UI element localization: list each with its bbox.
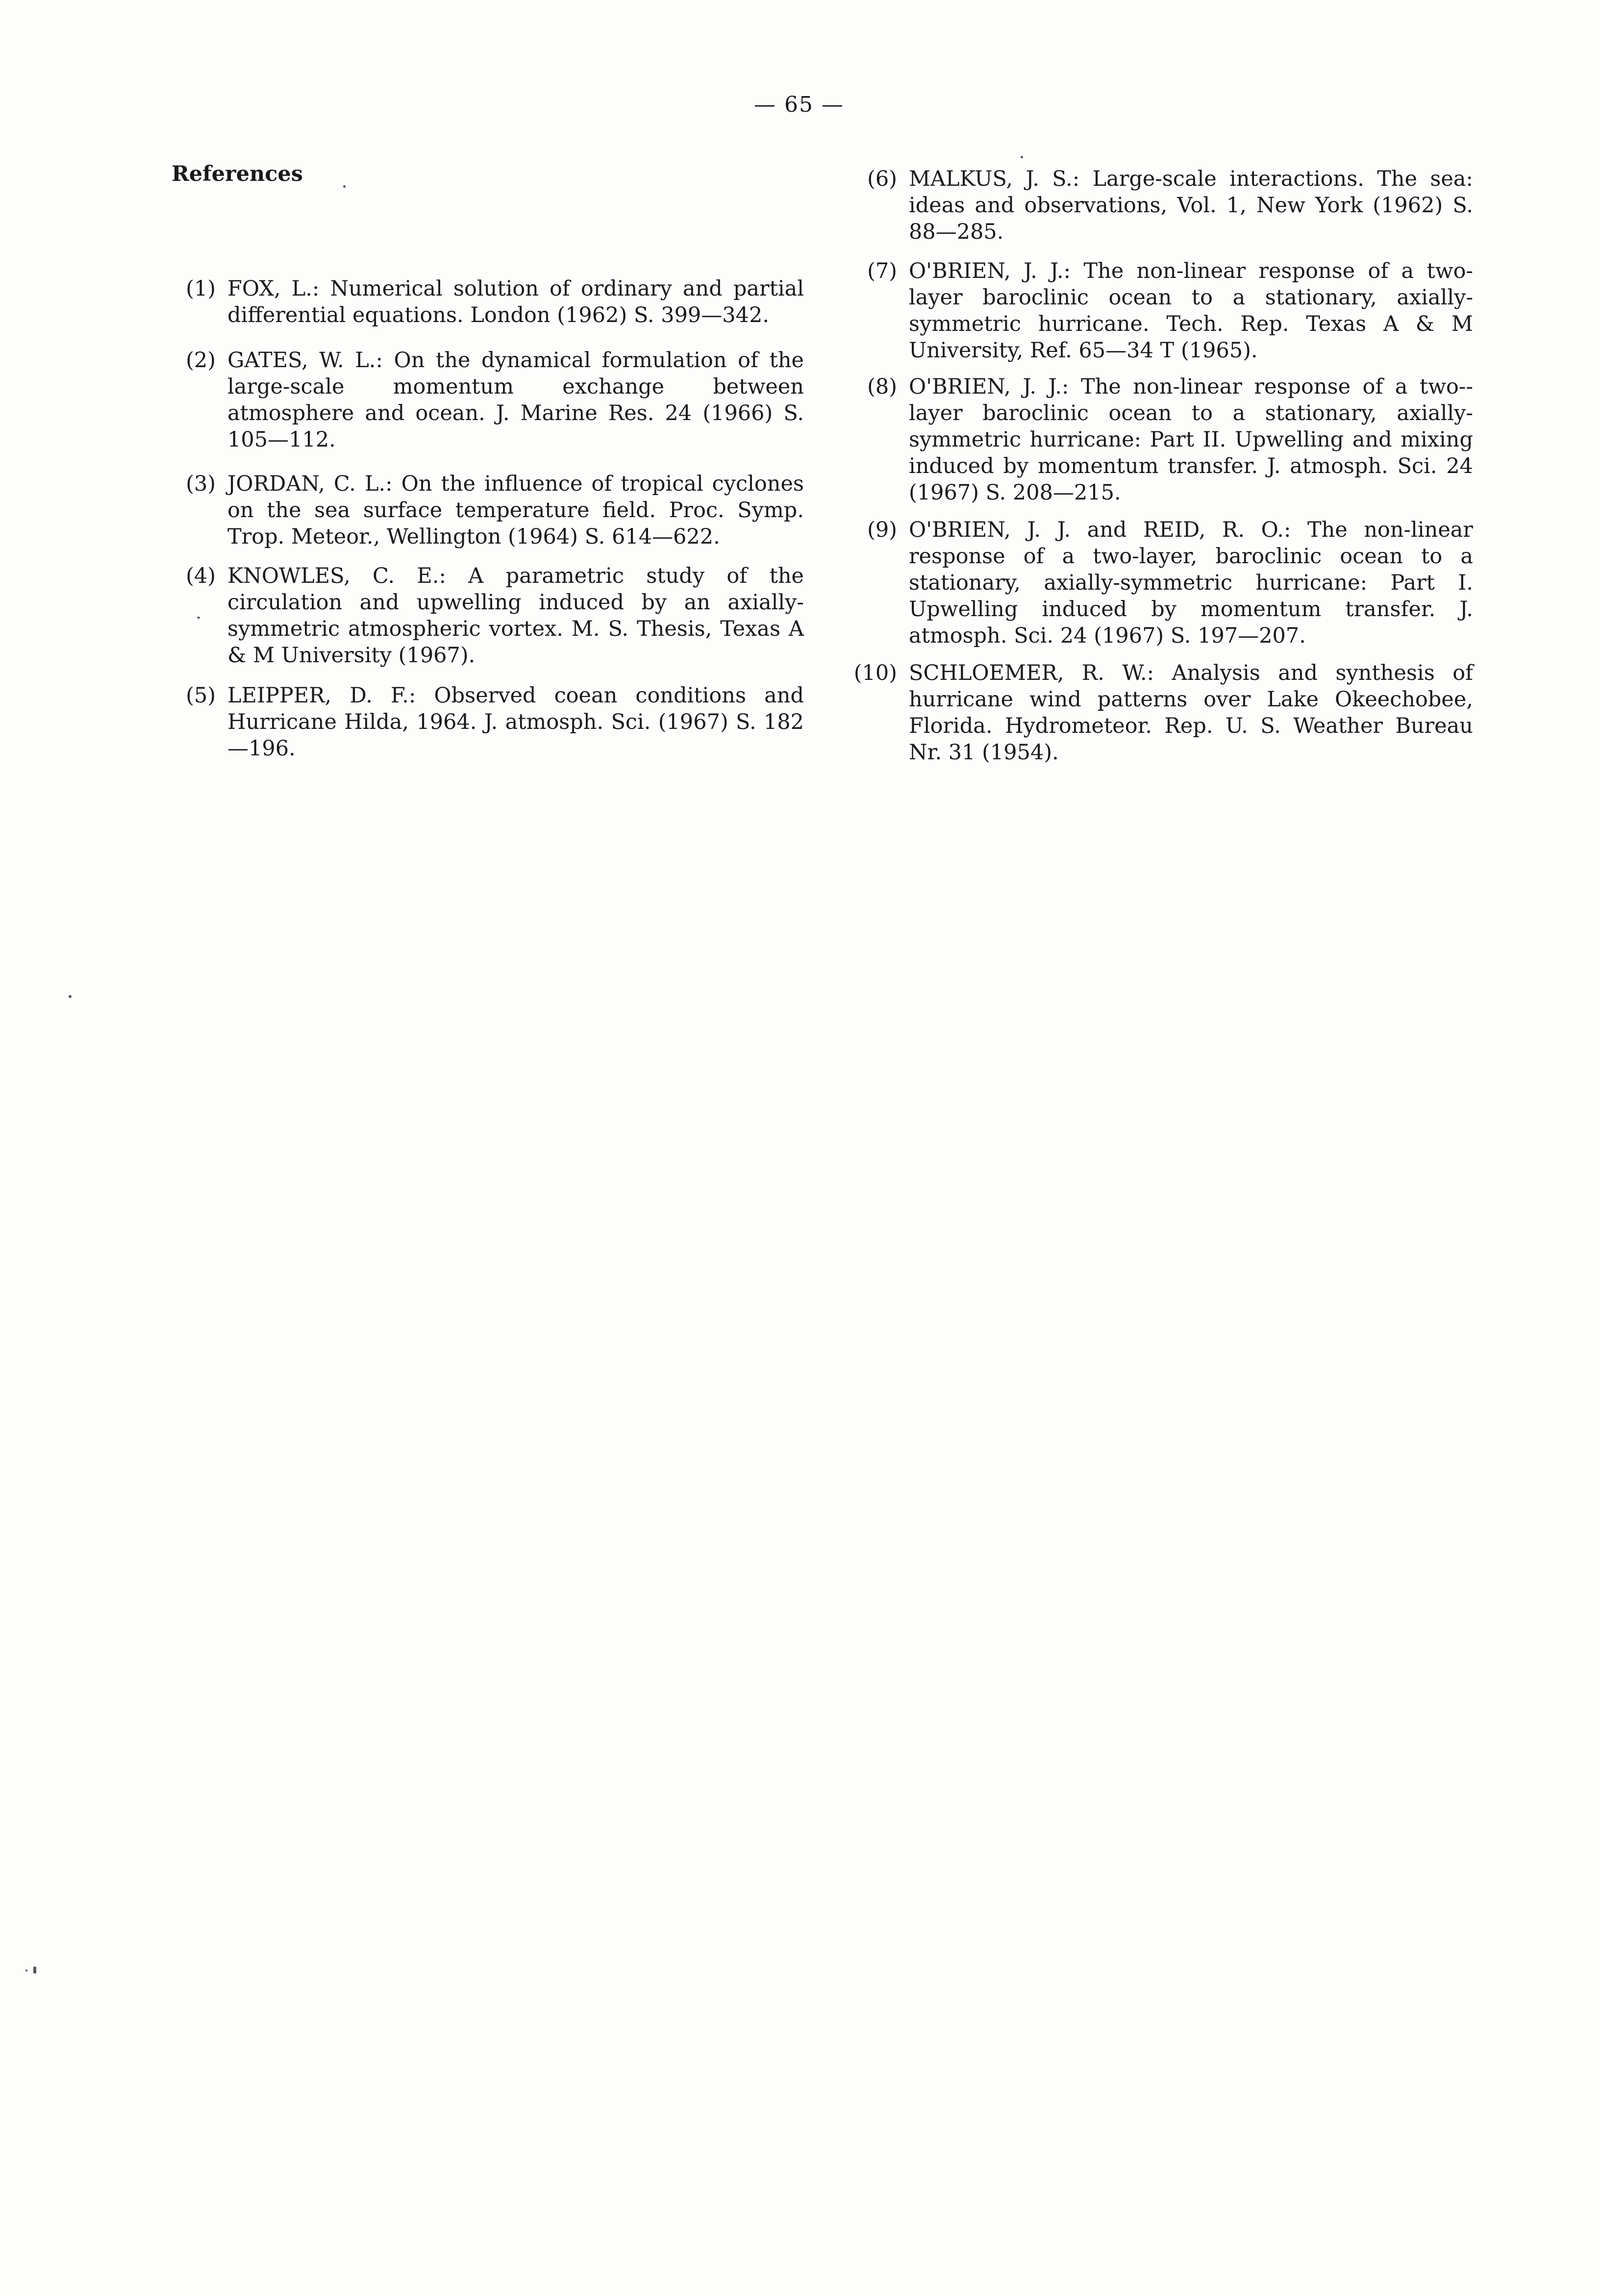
references-heading: References [172, 162, 303, 186]
reference-entry-4 [169, 563, 804, 669]
reference-number: (2) [186, 348, 216, 373]
reference-text: GATES, W. L.: On the dynamical formulation of the large-scale momentum exchange between atmosphere and ocean. J. Marine Res. 24 (1966) S. 105—112. [227, 348, 804, 452]
reference-number: (1) [186, 276, 216, 301]
scan-speck [343, 185, 346, 188]
reference-number: (7) [867, 259, 897, 283]
reference-text: O'BRIEN, J. J.: The non-linear response of a two-layer baroclinic ocean to a stationary, axially-symmetric hurricane. Tech. Rep. Texas A & M University, Ref. 65—34 T (1965). [909, 259, 1473, 363]
reference-text: O'BRIEN, J. J. and REID, R. O.: The non-linear response of a two-layer, baroclinic ocean to a stationary, axially-symmetric hurricane: Part I. Upwelling induced by momentum transfer. J. atmosph. Sci. 24 (1967) S. 197—207. [909, 518, 1473, 648]
reference-text: SCHLOEMER, R. W.: Analysis and synthesis of hurricane wind patterns over Lake Okeechobee, Florida. Hydrometeor. Rep. U. S. Weather Bureau Nr. 31 (1954). [909, 661, 1473, 765]
scan-speck [33, 1967, 36, 1973]
reference-entry-9 [833, 517, 1473, 649]
reference-entry-5 [169, 682, 804, 762]
reference-entry-3 [169, 471, 804, 550]
reference-entry-10 [833, 660, 1473, 766]
scan-speck [197, 617, 200, 619]
reference-number: (10) [853, 661, 897, 685]
scan-speck [25, 1970, 27, 1972]
reference-number: (6) [867, 167, 897, 191]
reference-entry-8 [833, 374, 1473, 506]
scan-speck [69, 995, 72, 998]
reference-entry-1 [169, 275, 804, 328]
reference-text: FOX, L.: Numerical solution of ordinary and partial differential equations. London (1962) S. 399—342. [227, 276, 804, 327]
reference-entry-2 [169, 347, 804, 453]
reference-text: O'BRIEN, J. J.: The non-linear response of a two--layer baroclinic ocean to a stationary, axially-symmetric hurricane: Part II. Upwelling and mixing induced by momentum transfer. J. atmosph. Sci. 24 (1967) S. 208—215. [909, 374, 1473, 505]
reference-text: MALKUS, J. S.: Large-scale interactions. The sea: ideas and observations, Vol. 1, New York (1962) S. 88—285. [909, 167, 1473, 244]
reference-text: JORDAN, C. L.: On the influence of tropical cyclones on the sea surface temperature field. Proc. Symp. Trop. Meteor., Wellington (1964) S. 614—622. [227, 472, 804, 549]
reference-text: LEIPPER, D. F.: Observed coean conditions and Hurricane Hilda, 1964. J. atmosph. Sci. (1967) S. 182—196. [227, 683, 804, 761]
reference-number: (3) [186, 472, 216, 496]
page-number: — 65 — [754, 92, 844, 117]
reference-number: (5) [186, 683, 216, 708]
reference-number: (4) [186, 564, 216, 588]
scan-speck [1021, 156, 1023, 158]
reference-entry-7 [833, 258, 1473, 364]
reference-text: KNOWLES, C. E.: A parametric study of the circulation and upwelling induced by an axially-symmetric atmospheric vortex. M. S. Thesis, Texas A & M University (1967). [227, 564, 804, 668]
reference-number: (9) [867, 518, 897, 542]
reference-entry-6 [833, 166, 1473, 245]
reference-number: (8) [867, 374, 897, 399]
